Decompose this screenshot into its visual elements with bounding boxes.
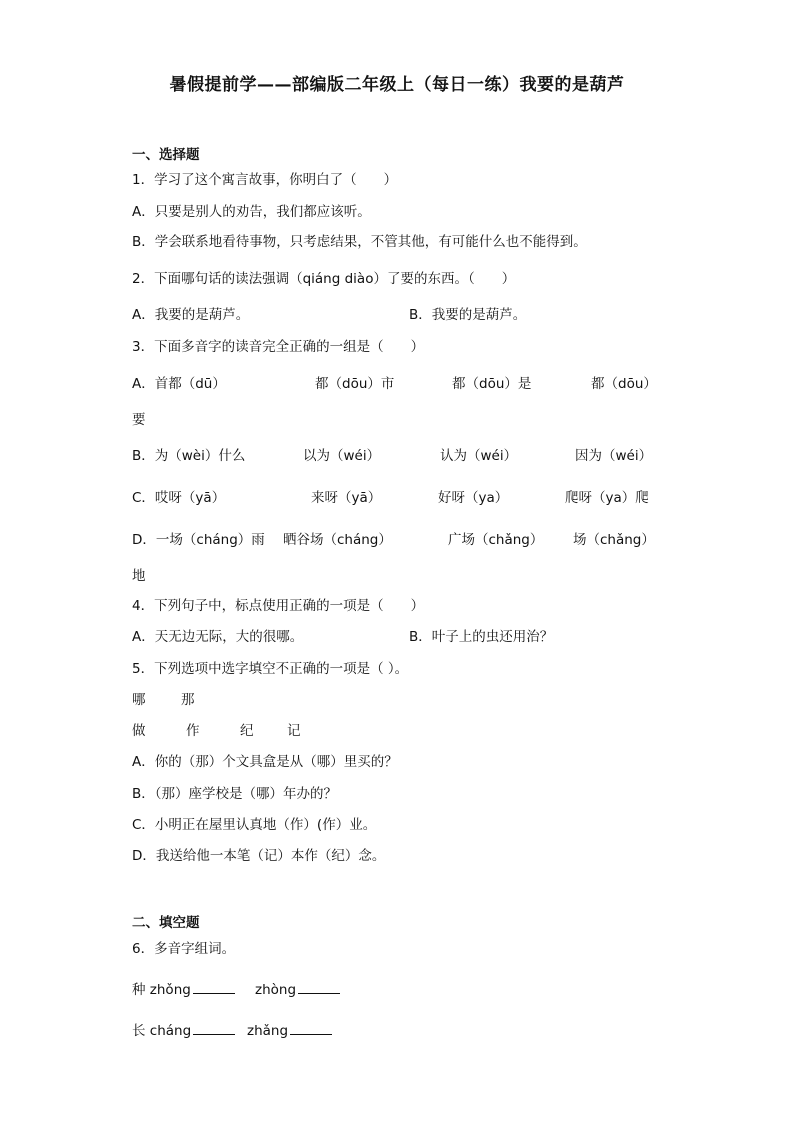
q6-row1-item1 <box>132 979 235 999</box>
q5-stem: 5．下列选项中选字填空不正确的一项是（ ）。 <box>132 661 409 677</box>
q5-option-a: A．你的（那）个文具盒是从（哪）里买的？ <box>132 754 398 770</box>
section-heading-choice: 一、选择题 <box>132 147 200 163</box>
q3-a-wrap: 要 <box>132 412 146 428</box>
q6-chang2-label: 长 cháng <box>132 1023 192 1039</box>
q1-option-a: A．只要是别人的劝告，我们都应该听。 <box>132 204 371 220</box>
q3-b-2: 以为（wéi） <box>303 448 381 464</box>
q3-c-2: 来呀（yā） <box>311 490 382 506</box>
q6-row2-item1 <box>132 1020 235 1040</box>
q6-zhang3-blank[interactable] <box>290 1020 332 1035</box>
q3-b-4: 因为（wéi） <box>575 448 653 464</box>
q3-a-4: 都（dōu） <box>591 376 657 392</box>
section-heading-fill: 二、填空题 <box>132 915 200 931</box>
q4-option-a: A．天无边无际，大的很哪。 <box>132 629 304 645</box>
q6-chang2-blank[interactable] <box>193 1020 235 1035</box>
q6-row2-item2 <box>247 1020 332 1040</box>
q5-option-b: B．（那）座学校是（哪）年办的？ <box>132 786 338 802</box>
q3-c-3: 好呀（ya） <box>438 490 509 506</box>
q4-option-b: B．叶子上的虫还用治？ <box>409 629 554 645</box>
q3-b-3: 认为（wéi） <box>440 448 518 464</box>
q1-stem: 1．学习了这个寓言故事，你明白了（ ） <box>132 172 398 188</box>
q3-a-3: 都（dōu）是 <box>452 376 532 392</box>
q2-stem: 2．下面哪句话的读法强调（qiáng diào）了要的东西。（ ） <box>132 271 516 287</box>
q3-d-3: 广场（chǎng） <box>448 532 544 548</box>
q6-zhang3-label: zhǎng <box>247 1023 289 1039</box>
q5-option-d: D．我送给他一本笔（记）本作（纪）念。 <box>132 848 386 864</box>
q5-char-na3: 哪 <box>132 692 146 708</box>
q3-d-1: D．一场（cháng）雨 <box>132 532 265 548</box>
q3-c-4: 爬呀（ya）爬 <box>565 490 649 506</box>
q3-a-2: 都（dōu）市 <box>315 376 395 392</box>
q1-option-b: B．学会联系地看待事物，只考虑结果，不管其他，有可能什么也不能得到。 <box>132 234 587 250</box>
q3-b-1: B．为（wèi）什么 <box>132 448 246 464</box>
q5-char-ji-1: 纪 <box>240 723 254 739</box>
q2-option-b: B．我要的是葫芦。 <box>409 307 527 323</box>
q3-stem: 3．下面多音字的读音完全正确的一组是（ ） <box>132 339 425 355</box>
page-title: 暑假提前学——部编版二年级上（每日一练）我要的是葫芦 <box>169 75 625 95</box>
q2-option-a: A．我要的是葫芦。 <box>132 307 250 323</box>
q6-stem: 6．多音字组词。 <box>132 941 236 957</box>
q3-d-wrap: 地 <box>132 568 146 584</box>
q6-row1-item2 <box>255 979 340 999</box>
q5-char-na4: 那 <box>181 692 195 708</box>
q6-zhong3-blank[interactable] <box>193 979 235 994</box>
q5-char-zuo-2: 作 <box>186 723 200 739</box>
q4-stem: 4．下列句子中，标点使用正确的一项是（ ） <box>132 598 425 614</box>
q5-char-zuo-1: 做 <box>132 723 146 739</box>
q3-a-1: A．首都（dū） <box>132 376 226 392</box>
q3-d-4: 场（chǎng） <box>573 532 655 548</box>
q6-zhong4-blank[interactable] <box>298 979 340 994</box>
q5-char-ji-2: 记 <box>287 723 301 739</box>
q6-zhong4-label: zhòng <box>255 982 297 998</box>
q6-zhong3-label: 种 zhǒng <box>132 982 191 998</box>
q5-option-c: C．小明正在屋里认真地（作）(作）业。 <box>132 817 377 833</box>
q3-c-1: C．哎呀（yā） <box>132 490 226 506</box>
q3-d-2: 晒谷场（cháng） <box>283 532 392 548</box>
